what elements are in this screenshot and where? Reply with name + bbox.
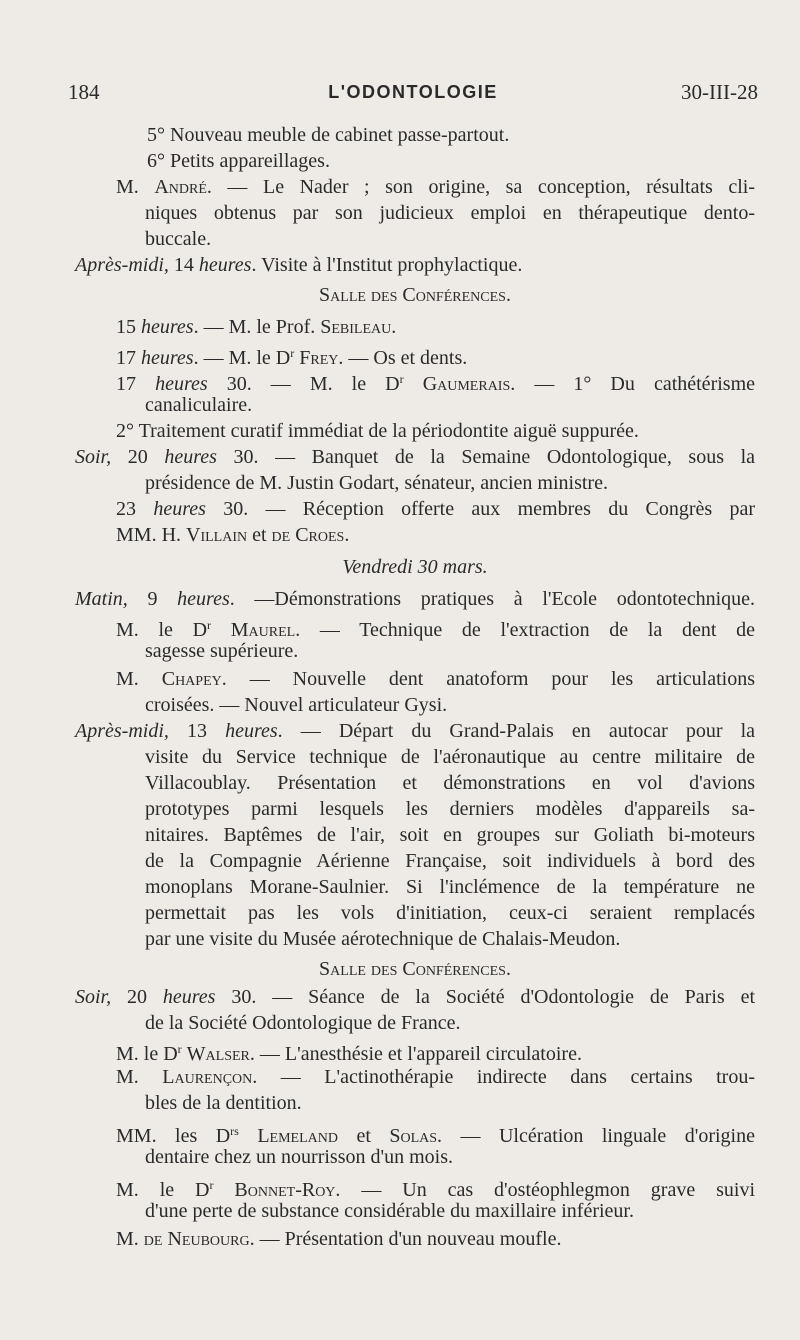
text-line: 6° Petits appareillages. [147, 150, 330, 172]
text-line: 15 heures. — M. le Prof. Sebileau. [116, 316, 397, 338]
person-name: Villain [186, 524, 248, 546]
text-line: 17 heures. — M. le $D^r$ Frey. — Os et dents. [116, 346, 468, 369]
person-name: Bonnet-Roy [234, 1179, 336, 1201]
issue-date: 30-III-28 [681, 80, 758, 104]
text-line: de la Compagnie Aérienne Française, soit individuels à bord des [145, 850, 755, 872]
text-line: M. le $D^r$ Maurel. — Technique de l'extraction de la dent de [116, 618, 756, 641]
text-line: M. le $D^r$ Bonnet-Roy. — Un cas d'ostéophlegmon grave suivi [116, 1178, 756, 1201]
text-line: prototypes parmi lesquels les derniers modèles d'appareils sa- [145, 798, 755, 820]
text-line: présidence de M. Justin Godart, sénateur, ancien ministre. [145, 472, 608, 494]
text-line: canaliculaire. [145, 394, 253, 416]
text-line: monoplans Morane-Saulnier. Si l'inclémence de la température ne [145, 876, 755, 898]
text-line: Après-midi, 13 heures. — Départ du Grand-Palais en autocar pour la [75, 720, 756, 742]
person-name: Lemeland [257, 1125, 338, 1147]
text-line: M. Chapey. — Nouvelle dent anatoform pour les articulations [116, 668, 755, 690]
text-line: visite du Service technique de l'aéronautique au centre militaire de [145, 746, 755, 768]
section-heading: Salle des Conférences. [319, 958, 511, 980]
text-line: bles de la dentition. [145, 1092, 302, 1114]
text-line: Villacoublay. Présentation et démonstrations en vol d'avions [145, 772, 755, 794]
person-name: Solas [389, 1125, 438, 1147]
section-heading: Salle des Conférences. [319, 284, 511, 306]
text-line: MM. H. Villain et de Croes. [116, 524, 350, 546]
text-line: M. André. — Le Nader ; son origine, sa conception, résultats cli- [116, 176, 755, 198]
person-name: André [154, 176, 207, 198]
text-line: de la Société Odontologique de France. [145, 1012, 461, 1034]
text-line: niques obtenus par son judicieux emploi en thérapeutique dento- [145, 202, 755, 224]
person-name: de Neubourg [143, 1228, 250, 1250]
text-line: dentaire chez un nourrisson d'un mois. [145, 1146, 453, 1168]
person-name: Laurençon [162, 1066, 253, 1088]
text-line: buccale. [145, 228, 212, 250]
person-name: Sebileau [320, 316, 392, 338]
text-line: permettait pas les vols d'initiation, ceux-ci seraient remplacés [145, 902, 755, 924]
person-name: Maurel [230, 619, 296, 641]
text-line: M. de Neubourg. — Présentation d'un nouveau moufle. [116, 1228, 562, 1250]
text-line: Matin, 9 heures. —Démonstrations pratiques à l'Ecole odontotechnique. [75, 588, 755, 610]
text-line: Après-midi, 14 heures. Visite à l'Institut prophylactique. [75, 254, 523, 276]
person-name: de Croes [271, 524, 345, 546]
text-line: M. le $D^r$ Walser. — L'anesthésie et l'appareil circulatoire. [116, 1042, 582, 1065]
person-name: Frey [299, 347, 339, 369]
person-name: Walser [186, 1043, 250, 1065]
person-name: Chapey [161, 668, 222, 690]
text-line: par une visite du Musée aérotechnique de Chalais-Meudon. [145, 928, 621, 950]
journal-title: L'ODONTOLOGIE [328, 82, 498, 102]
text-line: 2° Traitement curatif immédiat de la périodontite aiguë suppurée. [116, 420, 639, 442]
day-heading: Vendredi 30 mars. [342, 556, 488, 578]
text-line: d'une perte de substance considérable du maxillaire inférieur. [145, 1200, 634, 1222]
text-line: 23 heures 30. — Réception offerte aux membres du Congrès par [116, 498, 756, 520]
text-line: Soir, 20 heures 30. — Banquet de la Semaine Odontologique, sous la [75, 446, 756, 468]
text-line: MM. les $D^{rs}$ Lemeland et Solas. — Ulcération linguale d'origine [116, 1124, 755, 1147]
text-line: 5° Nouveau meuble de cabinet passe-partout. [147, 124, 510, 146]
text-line: sagesse supérieure. [145, 640, 299, 662]
text-line: croisées. — Nouvel articulateur Gysi. [145, 694, 448, 716]
text-line: 17 heures 30. — M. le $D^r$ Gaumerais. — 1° Du cathétérisme [116, 372, 755, 395]
person-name: Gaumerais [422, 373, 511, 395]
page-number: 184 [68, 80, 100, 104]
text-line: nitaires. Baptêmes de l'air, soit en groupes sur Goliath bi-moteurs [145, 824, 755, 846]
text-line: Soir, 20 heures 30. — Séance de la Société d'Odontologie de Paris et [75, 986, 755, 1008]
running-header [68, 80, 758, 114]
text-line: M. Laurençon. — L'actinothérapie indirecte dans certains trou- [116, 1066, 755, 1088]
